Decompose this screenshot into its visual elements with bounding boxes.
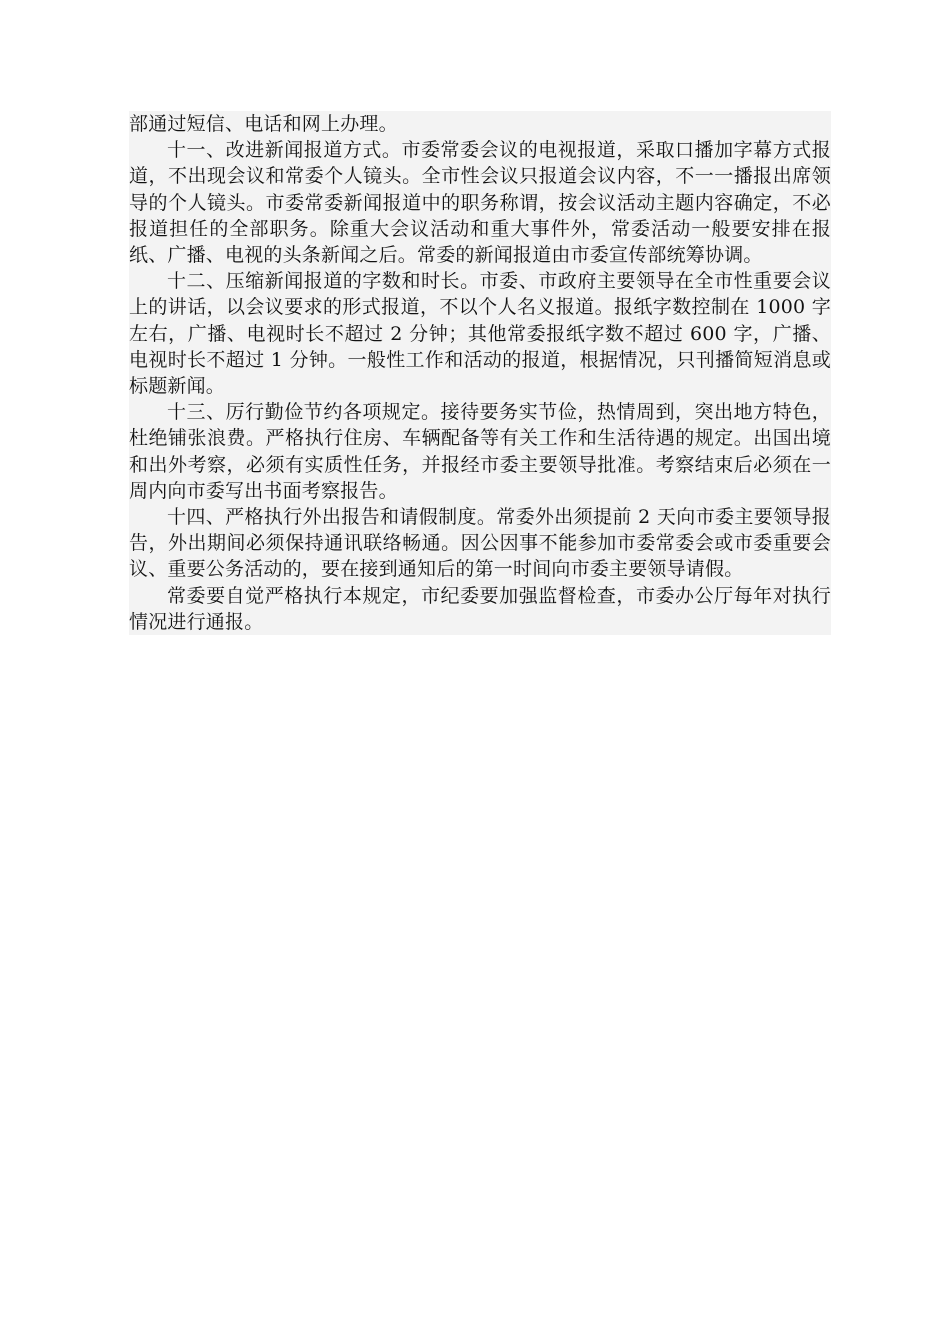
paragraph-closing: 常委要自觉严格执行本规定，市纪委要加强监督检查，市委办公厅每年对执行情况进行通报。	[129, 584, 831, 633]
paragraph-continuation: 部通过短信、电话和网上办理。	[129, 113, 398, 135]
paragraph-item-13: 十三、厉行勤俭节约各项规定。接待要务实节俭，热情周到，突出地方特色，杜绝铺张浪费。严格执行住房、车辆配备等有关工作和生活待遇的规定。出国出境和出外考察，必须有实质性任务，并报经市委主要领导批准。考察结束后必须在一周内向市委写出书面考察报告。	[129, 401, 831, 502]
paragraph-item-11: 十一、改进新闻报道方式。市委常委会议的电视报道，采取口播加字幕方式报道，不出现会议和常委个人镜头。全市性会议只报道会议内容，不一一播报出席领导的个人镜头。市委常委新闻报道中的职务称谓，按会议活动主题内容确定，不必报道担任的全部职务。除重大会议活动和重大事件外，常委活动一般要安排在报纸、广播、电视的头条新闻之后。常委的新闻报道由市委宣传部统筹协调。	[129, 139, 831, 267]
paragraph-item-12: 十二、压缩新闻报道的字数和时长。市委、市政府主要领导在全市性重要会议上的讲话，以会议要求的形式报道，不以个人名义报道。报纸字数控制在 1000 字左右，广播、电视时长不超过 2 分钟；其他常委报纸字数不超过 600 字，广播、电视时长不超过 1 分钟。一般性工作和活动的报道，根据情况，只刊播简短消息或标题新闻。	[129, 270, 831, 398]
paragraph-item-14: 十四、严格执行外出报告和请假制度。常委外出须提前 2 天向市委主要领导报告，外出期间必须保持通讯联络畅通。因公因事不能参加市委常委会或市委重要会议、重要公务活动的，要在接到通知后的第一时间向市委主要领导请假。	[129, 506, 831, 581]
document-body	[129, 111, 831, 635]
